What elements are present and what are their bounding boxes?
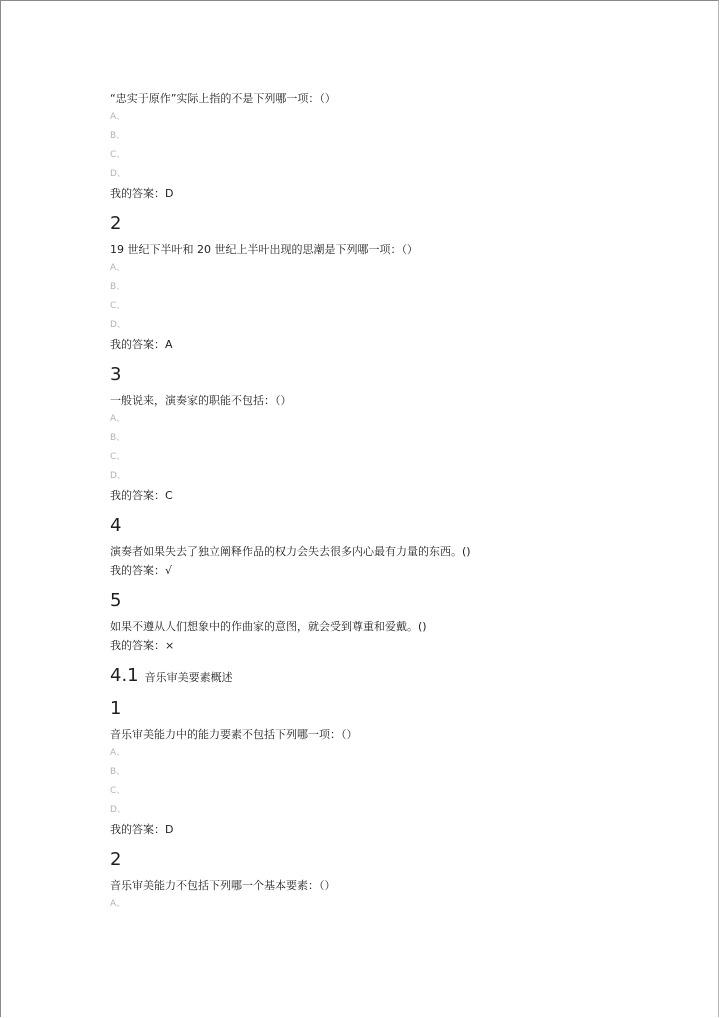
section-heading (110, 664, 670, 688)
option-a: A、 (110, 263, 126, 273)
option-d: D、 (110, 320, 126, 330)
option-b: B、 (110, 433, 126, 443)
option-b: B、 (110, 131, 126, 141)
question-text: 音乐审美能力不包括下列哪一个基本要素：（） (110, 879, 336, 892)
my-answer: 我的答案：√ (110, 564, 173, 577)
option-a: A、 (110, 899, 126, 909)
question-text: 音乐审美能力中的能力要素不包括下列哪一项：（） (110, 728, 358, 741)
page-content (110, 89, 670, 914)
option-c: C、 (110, 301, 126, 311)
question-number: 1 (110, 698, 122, 719)
my-answer: 我的答案：× (110, 639, 175, 652)
option-a: A、 (110, 414, 126, 424)
option-b: B、 (110, 767, 126, 777)
my-answer: 我的答案：D (110, 187, 174, 200)
option-c: C、 (110, 786, 126, 796)
my-answer: 我的答案：D (110, 823, 174, 836)
option-d: D、 (110, 805, 126, 815)
question-number: 2 (110, 213, 122, 234)
question-text: 19 世纪下半叶和 20 世纪上半叶出现的思潮是下列哪一项：（） (110, 243, 418, 256)
option-d: D、 (110, 169, 126, 179)
question-number: 4 (110, 515, 122, 536)
question-number: 3 (110, 364, 122, 385)
my-answer: 我的答案：A (110, 338, 173, 351)
section-title: 音乐审美要素概述 (144, 671, 233, 684)
question-text: 如果不遵从人们想象中的作曲家的意图，就会受到尊重和爱戴。() (110, 620, 427, 633)
option-c: C、 (110, 150, 126, 160)
question-text: 演奏者如果失去了独立阐释作品的权力会失去很多内心最有力量的东西。() (110, 545, 471, 558)
question-text: 一般说来，演奏家的职能不包括：（） (110, 394, 292, 407)
option-a: A、 (110, 748, 126, 758)
question-number: 2 (110, 849, 122, 870)
option-a: A、 (110, 112, 126, 122)
option-c: C、 (110, 452, 126, 462)
question-text: “忠实于原作”实际上指的不是下列哪一项：（） (110, 92, 336, 105)
question-number: 5 (110, 590, 122, 611)
my-answer: 我的答案：C (110, 489, 173, 502)
section-number: 4.1 (110, 665, 139, 686)
option-d: D、 (110, 471, 126, 481)
option-b: B、 (110, 282, 126, 292)
